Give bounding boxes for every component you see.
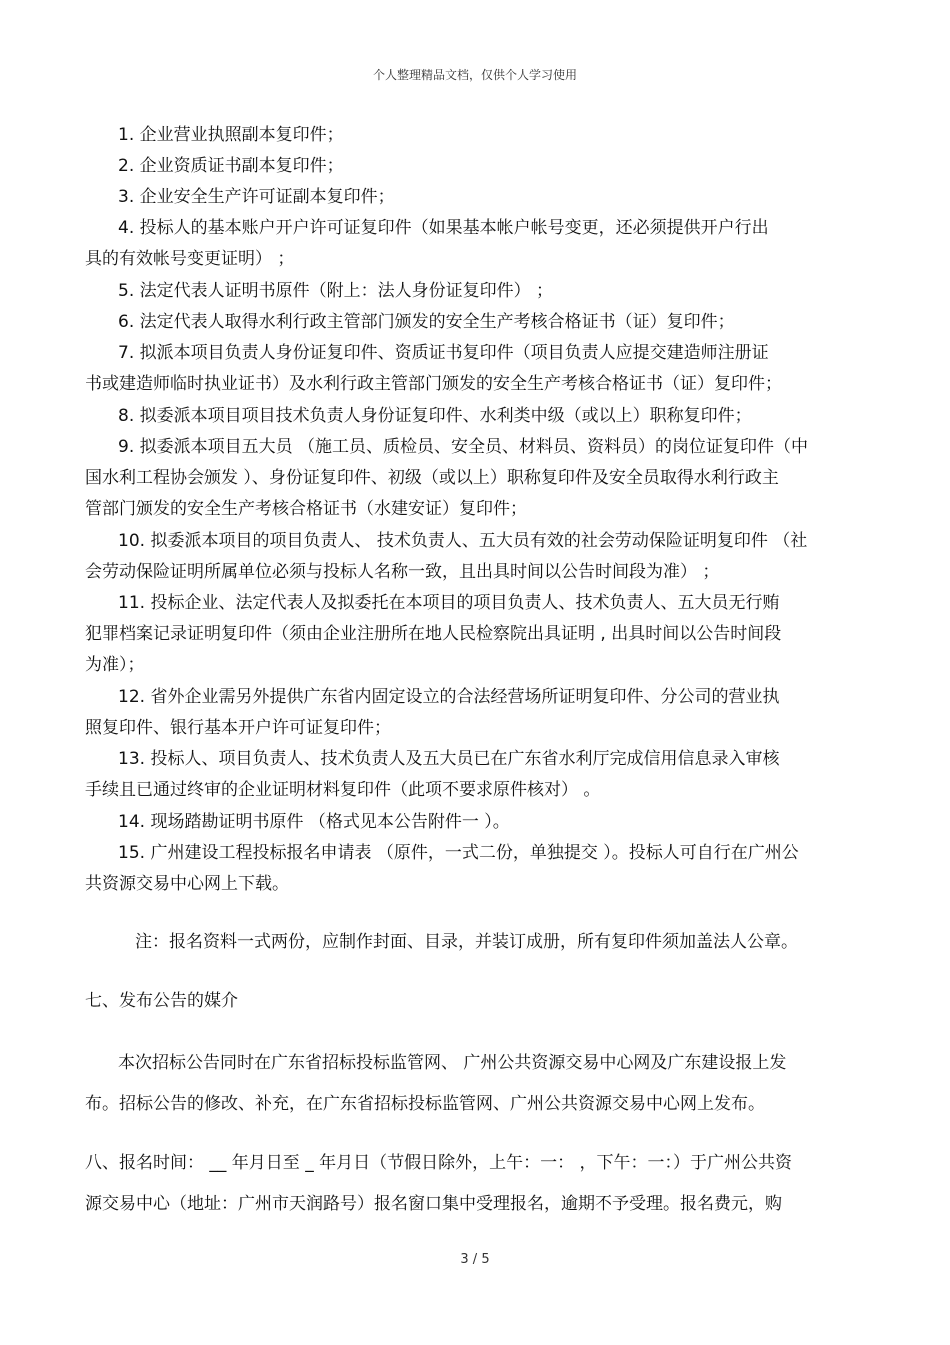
list-item: 8. 拟委派本项目项目技术负责人身份证复印件、水利类中级（或以上）职称复印件；	[118, 406, 752, 426]
list-item: 10. 拟委派本项目的项目负责人、 技术负责人、五大员有效的社会劳动保险证明复印件 （社	[118, 531, 808, 551]
paragraph-line: 源交易中心（地址：广州市天润路号）报名窗口集中受理报名，逾期不予受理。报名费元，购	[85, 1194, 782, 1214]
list-item: 11. 投标企业、法定代表人及拟委托在本项目的项目负责人、技术负责人、五大员无行贿	[118, 593, 780, 613]
list-item: 国水利工程协会颁发 ）、身份证复印件、初级（或以上）职称复印件及安全员取得水利行政主	[85, 468, 779, 488]
list-item: 6. 法定代表人取得水利行政主管部门颁发的安全生产考核合格证书（证）复印件；	[118, 312, 735, 332]
list-item: 15. 广州建设工程投标报名申请表 （原件，一式二份，单独提交 ）。投标人可自行在广州公	[118, 843, 799, 863]
paragraph-line: 八、报名时间： __ 年月日至 _ 年月日（节假日除外，上午：一： ，下午：一：）于广州公共资	[85, 1153, 793, 1173]
list-item: 14. 现场踏勘证明书原件 （格式见本公告附件一 ）。	[118, 812, 510, 832]
page-number: 3 / 5	[460, 1252, 490, 1267]
list-item: 手续且已通过终审的企业证明材料复印件（此项不要求原件核对） 。	[85, 780, 601, 800]
list-item: 5. 法定代表人证明书原件（附上：法人身份证复印件） ；	[118, 281, 554, 301]
paragraph-line: 本次招标公告同时在广东省招标投标监管网、 广州公共资源交易中心网及广东建设报上发	[118, 1053, 787, 1073]
list-item: 2. 企业资质证书副本复印件；	[118, 156, 344, 176]
list-item: 具的有效帐号变更证明） ；	[85, 249, 295, 269]
list-item: 3. 企业安全生产许可证副本复印件；	[118, 187, 395, 207]
list-item: 犯罪档案记录证明复印件（须由企业注册所在地人民检察院出具证明 , 出具时间以公告时间段	[85, 624, 782, 644]
list-item: 管部门颁发的安全生产考核合格证书（水建安证）复印件；	[85, 499, 527, 519]
list-item: 会劳动保险证明所属单位必须与投标人名称一致，且出具时间以公告时间段为准） ；	[85, 562, 720, 582]
list-item: 1. 企业营业执照副本复印件；	[118, 125, 344, 145]
list-item: 照复印件、银行基本开户许可证复印件；	[85, 718, 391, 738]
page-header: 个人整理精品文档，仅供个人学习使用	[372, 68, 577, 82]
list-item: 书或建造师临时执业证书）及水利行政主管部门颁发的安全生产考核合格证书（证）复印件；	[85, 374, 782, 394]
list-item: 共资源交易中心网上下载。	[85, 874, 289, 894]
list-item: 4. 投标人的基本账户开户许可证复印件（如果基本帐户帐号变更，还必须提供开户行出	[118, 218, 769, 238]
list-item: 13. 投标人、项目负责人、技术负责人及五大员已在广东省水利厅完成信用信息录入审核	[118, 749, 780, 769]
list-item: 12. 省外企业需另外提供广东省内固定设立的合法经营场所证明复印件、分公司的营业执	[118, 687, 780, 707]
paragraph-line: 布。招标公告的修改、补充，在广东省招标投标监管网、广州公共资源交易中心网上发布。	[85, 1094, 765, 1114]
list-item: 为准）；	[85, 655, 145, 675]
note: 注：报名资料一式两份，应制作封面、目录，并装订成册，所有复印件须加盖法人公章。	[135, 932, 798, 952]
list-item: 9. 拟委派本项目五大员 （施工员、质检员、安全员、材料员、资料员）的岗位证复印件（中	[118, 437, 809, 457]
section-heading: 七、发布公告的媒介	[85, 991, 238, 1011]
list-item: 7. 拟派本项目负责人身份证复印件、资质证书复印件（项目负责人应提交建造师注册证	[118, 343, 769, 363]
